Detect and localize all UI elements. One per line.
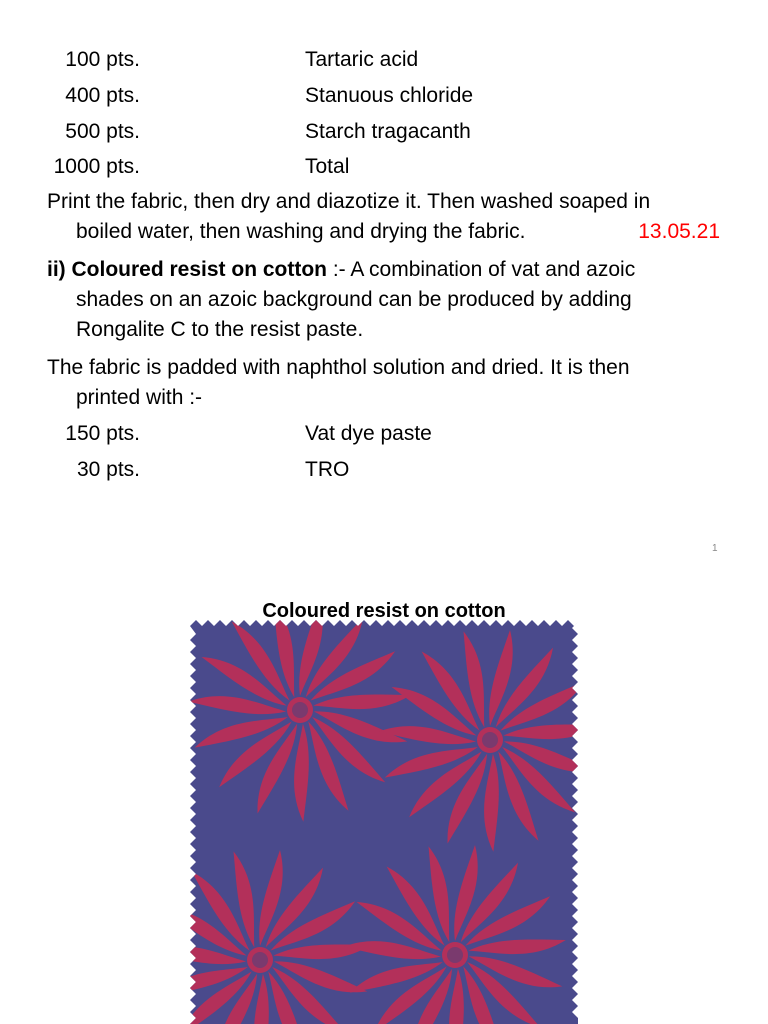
paragraph-padding (47, 353, 720, 413)
figure-title: Coloured resist on cotton (262, 600, 506, 622)
para2-rest: :- A combination of vat and azoic (327, 258, 636, 281)
recipe-item: Tartaric acid (305, 48, 419, 71)
recipe-item: Starch tragacanth (305, 120, 471, 143)
recipe-item: Vat dye paste (305, 422, 432, 445)
para1-line2: boiled water, then washing and drying the fabric. (76, 220, 526, 243)
recipe-qty: 100 pts. (65, 48, 140, 71)
recipe-qty: 150 pts. (65, 422, 140, 445)
date-label: 13.05.21 (638, 220, 720, 243)
para1-line2-wrap (47, 217, 720, 247)
recipe-item: Total (305, 155, 350, 178)
recipe-qty: 500 pts. (65, 120, 140, 143)
para2-line3: Rongalite C to the resist paste. (76, 318, 364, 341)
para1-line1: Print the fabric, then dry and diazotize it. Then washed soaped in (47, 190, 651, 213)
fabric-image (190, 620, 578, 1024)
recipe-item: TRO (305, 458, 350, 481)
para2-line2: shades on an azoic background can be produced by adding (76, 288, 632, 311)
para3-line1: The fabric is padded with naphthol solution and dried. It is then (47, 356, 630, 379)
paragraph-instructions (47, 187, 720, 247)
section-heading: ii) Coloured resist on cotton (47, 258, 328, 281)
paragraph-coloured-resist (47, 255, 720, 345)
recipe-qty: 30 pts. (76, 458, 140, 481)
recipe-item: Stanuous chloride (305, 84, 474, 107)
recipe-qty: 400 pts. (65, 84, 140, 107)
recipe-qty: 1000 pts. (53, 155, 140, 178)
page-number: 1 (712, 543, 718, 554)
slide-2 (0, 560, 768, 1024)
para3-line2: printed with :- (76, 386, 203, 409)
